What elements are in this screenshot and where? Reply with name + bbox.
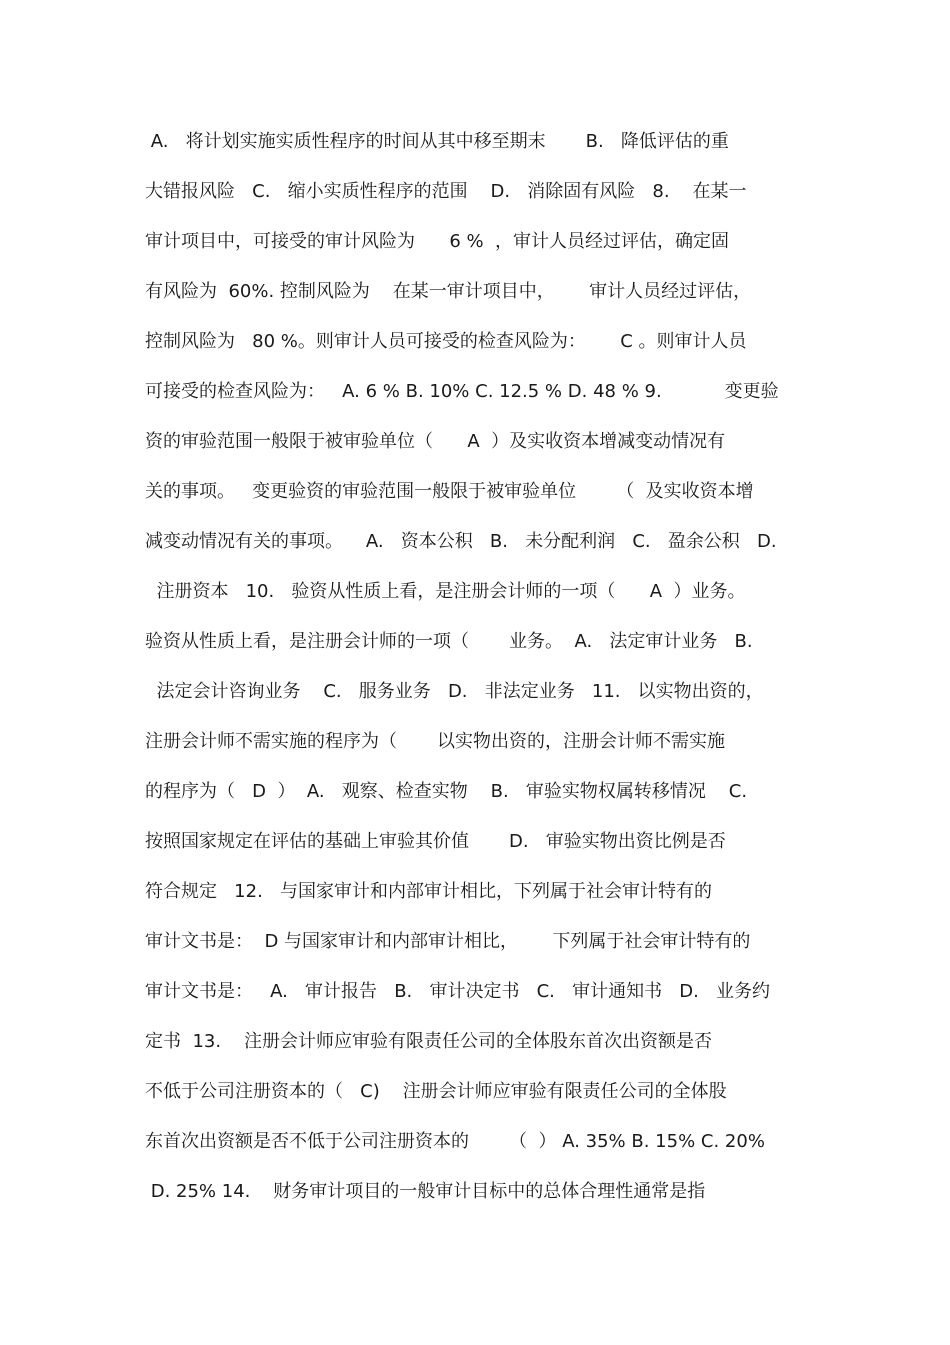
text-line: 验资从性质上看，是注册会计师的一项（ 业务。 A. 法定审计业务 B. (145, 631, 753, 652)
text-line: 资的审验范围一般限于被审验单位（ A ）及实收资本增减变动情况有 (145, 431, 726, 452)
text-line: D. 25% 14. 财务审计项目的一般审计目标中的总体合理性通常是指 (145, 1181, 706, 1202)
text-line: 关的事项。 变更验资的审验范围一般限于被审验单位 （ 及实收资本增 (145, 481, 754, 502)
text-line: A. 将计划实施实质性程序的时间从其中移至期末 B. 降低评估的重 (145, 131, 729, 152)
text-line: 法定会计咨询业务 C. 服务业务 D. 非法定业务 11. 以实物出资的， (145, 681, 764, 702)
text-line: 可接受的检查风险为： A. 6 % B. 10% C. 12.5 % D. 48 % 9. 变更验 (145, 381, 779, 402)
text-line: 的程序为（ D ） A. 观察、检查实物 B. 审验实物权属转移情况 C. (145, 781, 748, 802)
text-line: 控制风险为 80 %。则审计人员可接受的检查风险为： C 。则审计人员 (145, 331, 747, 352)
text-line: 不低于公司注册资本的（ C) 注册会计师应审验有限责任公司的全体股 (145, 1081, 727, 1102)
text-line: 审计项目中，可接受的审计风险为 6 % ，审计人员经过评估，确定固 (145, 231, 730, 252)
text-line: 审计文书是： A. 审计报告 B. 审计决定书 C. 审计通知书 D. 业务约 (145, 981, 770, 1002)
text-line: 符合规定 12. 与国家审计和内部审计相比，下列属于社会审计特有的 (145, 881, 712, 902)
text-line: 定书 13. 注册会计师应审验有限责任公司的全体股东首次出资额是否 (145, 1031, 712, 1052)
text-line: 东首次出资额是否不低于公司注册资本的 （ ） A. 35% B. 15% C. 20% (145, 1131, 765, 1152)
text-line: 大错报风险 C. 缩小实质性程序的范围 D. 消除固有风险 8. 在某一 (145, 181, 747, 202)
text-line: 有风险为 60%. 控制风险为 在某一审计项目中， 审计人员经过评估， (145, 281, 752, 302)
text-line: 减变动情况有关的事项。 A. 资本公积 B. 未分配利润 C. 盈余公积 D. (145, 531, 777, 552)
text-line: 审计文书是： D 与国家审计和内部审计相比， 下列属于社会审计特有的 (145, 931, 751, 952)
question-text-block (145, 120, 825, 1220)
text-line: 按照国家规定在评估的基础上审验其价值 D. 审验实物出资比例是否 (145, 831, 726, 852)
text-line: 注册资本 10. 验资从性质上看，是注册会计师的一项（ A ）业务。 (145, 581, 746, 602)
text-line: 注册会计师不需实施的程序为（ 以实物出资的，注册会计师不需实施 (145, 731, 726, 752)
